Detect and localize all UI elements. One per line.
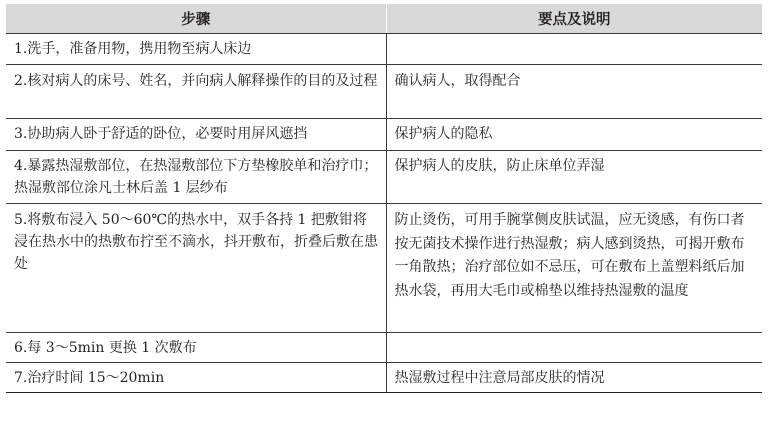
note-cell: 防止烫伤，可用手腕掌侧皮肤试温，应无烫感，有伤口者按无菌技术操作进行热湿敷；病人感到烫热，可揭开敷布一角散热；治疗部位如不忌压，可在敷布上盖塑料纸后加热水袋，再用大毛巾或棉垫以维持热湿敷的温度 [386, 204, 762, 333]
note-cell [386, 333, 762, 363]
step-cell: 7.治疗时间 15～20min [6, 363, 386, 393]
note-cell [386, 34, 762, 65]
table-row [6, 34, 762, 65]
step-cell: 3.协助病人卧于舒适的卧位，必要时用屏风遮挡 [6, 119, 386, 151]
step-cell: 6.每 3～5min 更换 1 次敷布 [6, 333, 386, 363]
note-cell: 确认病人，取得配合 [386, 65, 762, 119]
note-cell: 保护病人的隐私 [386, 119, 762, 151]
table-body [6, 34, 762, 393]
step-cell: 2.核对病人的床号、姓名，并向病人解释操作的目的及过程 [6, 65, 386, 119]
header-row [6, 4, 762, 34]
header-notes: 要点及说明 [386, 4, 762, 34]
header-steps: 步骤 [6, 4, 386, 34]
note-cell: 保护病人的皮肤，防止床单位弄湿 [386, 151, 762, 204]
table-row [6, 333, 762, 363]
table-row [6, 119, 762, 151]
table-row [6, 151, 762, 204]
step-cell: 5.将敷布浸入 50～60℃的热水中，双手各持 1 把敷钳将浸在热水中的热敷布拧至不滴水，抖开敷布，折叠后敷在患处 [6, 204, 386, 333]
procedure-table-container [6, 4, 762, 393]
step-cell: 4.暴露热湿敷部位，在热湿敷部位下方垫橡胶单和治疗巾；热湿敷部位涂凡士林后盖 1 层纱布 [6, 151, 386, 204]
table-row [6, 363, 762, 393]
note-cell: 热湿敷过程中注意局部皮肤的情况 [386, 363, 762, 393]
table-row [6, 65, 762, 119]
table-row [6, 204, 762, 333]
procedure-table [6, 4, 762, 393]
table-header [6, 4, 762, 34]
step-cell: 1.洗手，准备用物，携用物至病人床边 [6, 34, 386, 65]
